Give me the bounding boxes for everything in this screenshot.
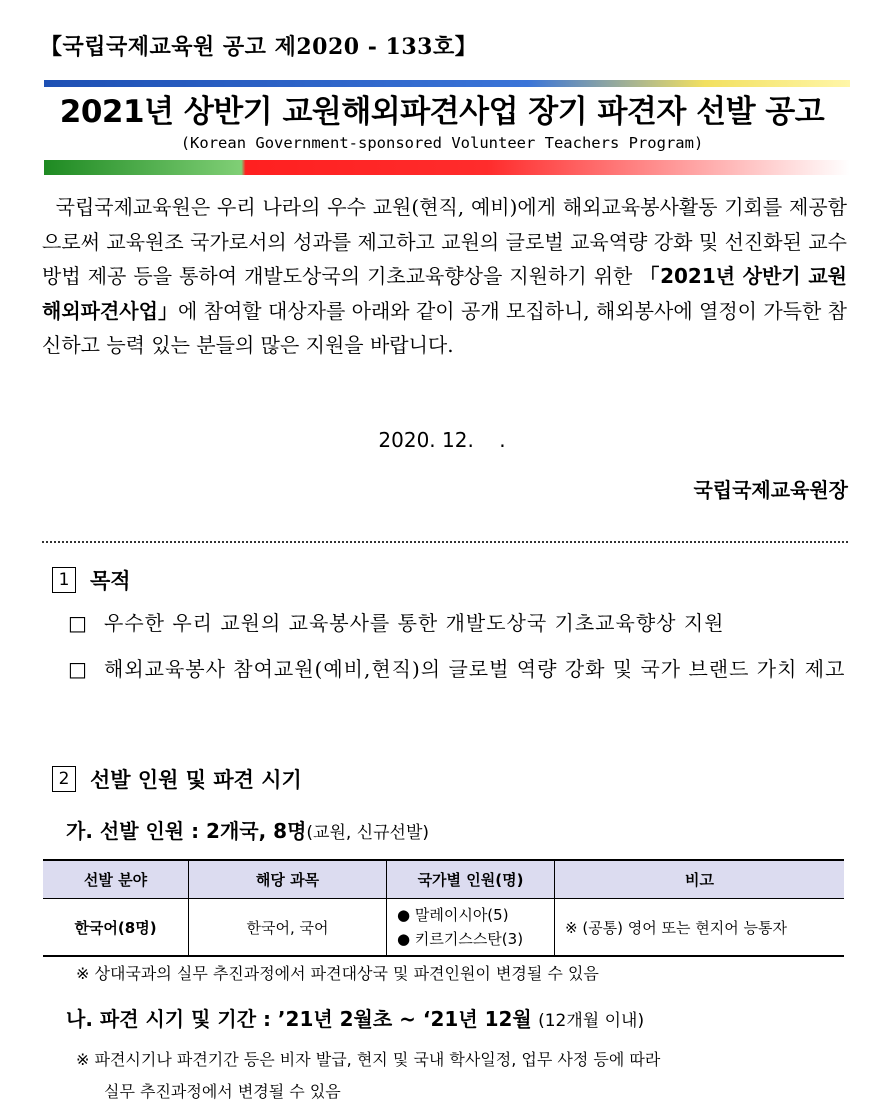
purpose-item-text: 우수한 우리 교원의 교육봉사를 통한 개발도상국 기초교육향상 지원 <box>104 611 725 635</box>
purpose-item <box>68 604 848 642</box>
country-item: ● 키르기스스탄(3) <box>397 930 524 948</box>
table-header: 해당 과목 <box>189 860 387 899</box>
checkbox-icon: □ <box>68 611 87 635</box>
page-subtitle: (Korean Government-sponsored Volunteer Teachers Program) <box>180 134 704 152</box>
announcement-date: 2020. 12. . <box>378 428 506 452</box>
section-2-number: 2 <box>52 766 76 792</box>
subsection-b <box>66 1003 644 1032</box>
table-header-row <box>43 860 844 899</box>
country-item: ● 말레이시아(5) <box>397 906 509 924</box>
table-cell-field: 한국어(8명) <box>43 899 189 957</box>
subsection-a-detail: (교원, 신규선발) <box>306 823 430 843</box>
subsection-b-label: 나. 파견 시기 및 기간 : ’21년 2월초 ~ ‘21년 12월 <box>66 1007 532 1031</box>
table-header: 선발 분야 <box>43 860 189 899</box>
title-bottom-bar <box>44 160 850 175</box>
selection-table <box>43 859 844 957</box>
checkbox-icon: □ <box>68 657 87 681</box>
table-header: 비고 <box>555 860 845 899</box>
section-1-title: 목적 <box>90 569 131 593</box>
section-1-number: 1 <box>52 567 76 593</box>
subsection-b-detail: (12개월 이내) <box>538 1011 645 1031</box>
intro-text-1: 국립국제교육원은 우리 나라의 우수 교원(현직, 예비)에게 해외교육봉사활동 기회를 제공함으로써 교육원조 국가로서의 성과를 제고하고 교원의 글로벌 교육역량 강화 및 선진화된 교수 방법 제공 등을 통하여 개발도상국의 기초교육향상을 지원하기 위한 <box>42 195 847 289</box>
table-cell-remark: ※ (공통) 영어 또는 현지어 능통자 <box>555 899 845 957</box>
table-cell-subject: 한국어, 국어 <box>189 899 387 957</box>
signature: 국립국제교육원장 <box>693 478 848 502</box>
page-title: 2021년 상반기 교원해외파견사업 장기 파견자 선발 공고 <box>59 94 825 130</box>
intro-text-2: 에 참여할 대상자를 아래와 같이 공개 모집하니, 해외봉사에 열정이 가득한 참신하고 능력 있는 분들의 많은 지원을 바랍니다. <box>42 298 848 358</box>
table-header: 국가별 인원(명) <box>387 860 555 899</box>
purpose-item-text: 해외교육봉사 참여교원(예비,현직)의 글로벌 역량 강화 및 국가 브랜드 가치 제고 <box>104 657 846 681</box>
subsection-a-label: 가. 선발 인원 : 2개국, 8명 <box>66 819 307 843</box>
intro-program-name: 「2021년 상반기 교원해외파견사업」 <box>42 264 847 323</box>
dotted-divider <box>42 541 848 543</box>
purpose-item <box>68 650 848 688</box>
notice-number: 【국립국제교육원 공고 제2020 - 133호】 <box>40 34 478 60</box>
table-note: ※ 상대국과의 실무 추진과정에서 파견대상국 및 파견인원이 변경될 수 있음 <box>76 964 599 983</box>
section-2-title: 선발 인원 및 파견 시기 <box>90 768 302 792</box>
table-cell-countries <box>387 899 555 957</box>
section-2-heading <box>52 764 302 794</box>
table-row <box>43 899 844 957</box>
period-note-line-1: ※ 파견시기나 파견기간 등은 비자 발급, 현지 및 국내 학사일정, 업무 사정 등에 따라 <box>76 1050 661 1069</box>
period-note-line-2: 실무 추진과정에서 변경될 수 있음 <box>104 1082 341 1101</box>
section-1-heading <box>52 565 131 595</box>
subsection-a <box>66 815 429 844</box>
intro-paragraph <box>42 190 847 363</box>
